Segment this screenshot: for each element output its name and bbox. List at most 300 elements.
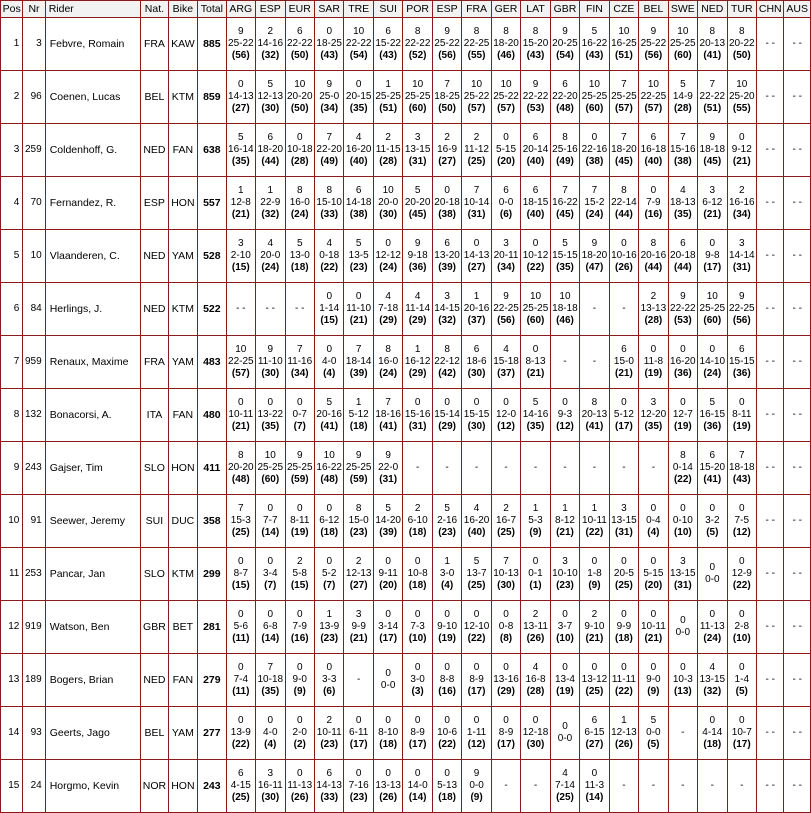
result-line: 0 [503, 397, 509, 408]
column-header[interactable]: BEL [639, 1, 668, 18]
result-line: 5-12 [613, 409, 634, 420]
column-header[interactable]: Rider [45, 1, 141, 18]
cell-nat: SUI [141, 495, 168, 548]
round-points: (17) [732, 739, 751, 750]
result-cell [285, 336, 314, 389]
column-header[interactable]: CHN [757, 1, 784, 18]
result-line: 0 [385, 556, 391, 567]
result-line: 14-9 [672, 91, 693, 102]
result-cell [432, 442, 461, 495]
result-cell [668, 601, 697, 654]
column-header[interactable]: EUR [285, 1, 314, 18]
result-cell [521, 177, 550, 230]
result-line: 22-12 [434, 356, 460, 367]
result-line: 8 [709, 26, 716, 37]
cell-rider[interactable]: Coldenhoff, G. [45, 124, 141, 177]
result-line: 7 [680, 132, 686, 143]
result-cell [727, 548, 756, 601]
round-points: (48) [320, 474, 339, 485]
result-line: 9-10 [584, 621, 605, 632]
result-line: 16-22 [581, 38, 608, 49]
result-line: 13-13 [640, 303, 667, 314]
round-points: (27) [585, 739, 604, 750]
result-line: 0 [267, 556, 274, 567]
column-header[interactable]: SWE [668, 1, 697, 18]
result-line: 2 [355, 556, 362, 567]
result-line: 1-8 [587, 568, 602, 579]
result-cell [521, 18, 550, 71]
cell-bike: FAN [168, 124, 197, 177]
result-cell [698, 495, 727, 548]
cell-total: 638 [198, 124, 226, 177]
result-line: 0 [444, 609, 450, 620]
result-line: 13-12 [581, 674, 608, 685]
result-cell [521, 230, 550, 283]
result-line: 7 [296, 344, 303, 355]
result-line: 25-25 [257, 462, 284, 473]
result-line: 20-15 [345, 91, 372, 102]
result-cell [580, 707, 609, 760]
round-points: (41) [320, 421, 339, 432]
result-line: 7 [238, 503, 244, 514]
result-line: 7 [473, 185, 480, 196]
result-cell [727, 283, 756, 336]
result-line: 25-22 [493, 91, 519, 102]
result-line: 6 [444, 238, 450, 249]
round-points: (18) [379, 739, 398, 750]
result-line: 10 [323, 450, 335, 461]
round-points: (56) [644, 50, 663, 61]
cell-rider[interactable]: Horgmo, Kevin [45, 760, 141, 813]
result-line: 9 [296, 450, 303, 461]
result-line: 0 [739, 132, 745, 143]
column-header[interactable]: ESP [256, 1, 285, 18]
round-points: (35) [526, 421, 545, 432]
column-header[interactable]: Total [198, 1, 226, 18]
table-row [1, 71, 811, 124]
cell-nat: NED [141, 124, 168, 177]
result-cell [403, 601, 432, 654]
round-points: (27) [349, 580, 368, 591]
cell-bike: DUC [168, 495, 197, 548]
round-points: (38) [349, 209, 368, 220]
result-line: 20-11 [493, 250, 519, 261]
result-cell [256, 760, 285, 813]
result-line: 0 [650, 662, 657, 673]
result-line: 16-15 [699, 409, 726, 420]
column-header[interactable]: ARG [226, 1, 255, 18]
cell-nat: FRA [141, 18, 168, 71]
result-cell [668, 707, 697, 760]
result-cell [727, 389, 756, 442]
result-line: 2 [326, 715, 332, 726]
cell-bike: HON [168, 760, 197, 813]
result-line: 8-9 [498, 727, 514, 738]
round-points: (3) [411, 686, 424, 697]
result-line: 12-13 [345, 568, 372, 579]
result-line: 15-16 [404, 409, 431, 420]
result-line: 9 [650, 26, 657, 37]
result-line: 1 [414, 344, 421, 355]
result-line: 10-14 [463, 197, 490, 208]
result-cell [609, 654, 638, 707]
round-points: (41) [379, 421, 398, 432]
result-line: 13-0 [289, 250, 310, 261]
round-points: (14) [261, 633, 280, 644]
result-cell [226, 230, 255, 283]
column-header[interactable]: GER [491, 1, 520, 18]
cell-bike: FAN [168, 389, 197, 442]
result-cell [432, 495, 461, 548]
cell-rider[interactable]: Bogers, Brian [45, 654, 141, 707]
result-line: 2 [503, 503, 509, 514]
result-line: 9 [709, 132, 716, 143]
result-line: 3 [444, 291, 450, 302]
cell-rider[interactable]: Vlaanderen, C. [45, 230, 141, 283]
result-line: 6-12 [319, 515, 340, 526]
column-header[interactable]: NED [698, 1, 727, 18]
result-line: 8-12 [554, 515, 575, 526]
result-cell [609, 760, 638, 813]
round-points: (18) [349, 421, 368, 432]
result-line: 11-16 [287, 356, 313, 367]
result-cell [550, 124, 579, 177]
round-points: (5) [647, 739, 660, 750]
result-line: 12-20 [640, 409, 667, 420]
result-line: - - [792, 197, 802, 208]
result-line: - [357, 674, 361, 685]
result-line: 10 [500, 79, 512, 90]
round-points: (25) [615, 580, 633, 591]
result-line: 18-25 [434, 91, 460, 102]
cell-total: 299 [198, 548, 226, 601]
result-line: 8 [503, 26, 509, 37]
result-line: 8 [238, 450, 244, 461]
result-cell [462, 177, 491, 230]
result-line: 0 [473, 662, 480, 673]
result-line: 16-0 [378, 356, 399, 367]
result-line: 7-18 [378, 303, 399, 314]
result-cell [314, 601, 343, 654]
round-points: (24) [290, 209, 309, 220]
result-line: 16-14 [228, 144, 254, 155]
round-points: (56) [732, 315, 751, 326]
result-cell [314, 707, 343, 760]
round-points: (60) [703, 315, 722, 326]
result-line: 10 [618, 26, 630, 37]
result-cell [639, 442, 668, 495]
result-line: 9 [267, 344, 274, 355]
result-line: - [740, 780, 744, 791]
result-line: 25-22 [463, 91, 490, 102]
result-line: - - [792, 462, 802, 473]
round-points: (8) [499, 633, 513, 644]
column-header[interactable]: AUS [784, 1, 811, 18]
round-points: (41) [585, 421, 604, 432]
result-line: 0-0 [646, 727, 661, 738]
result-line: 3 [680, 556, 686, 567]
round-points: (31) [379, 474, 398, 485]
cell-rider[interactable]: Seewer, Jeremy [45, 495, 141, 548]
result-cell [314, 495, 343, 548]
result-line: 15-15 [552, 250, 578, 261]
cell-rider[interactable]: Coenen, Lucas [45, 71, 141, 124]
result-line: 15-3 [230, 515, 251, 526]
result-line: 18-6 [466, 356, 487, 367]
result-line: 8-9 [469, 674, 484, 685]
result-line: 6 [385, 26, 391, 37]
result-line: 6 [709, 450, 716, 461]
round-points: (19) [732, 421, 751, 432]
result-line: 20-16 [640, 250, 667, 261]
round-points: (28) [526, 686, 545, 697]
cell-nr: 189 [23, 654, 45, 707]
cell-total: 277 [198, 707, 226, 760]
column-header[interactable]: POR [403, 1, 432, 18]
result-line: 13-4 [554, 674, 575, 685]
column-header[interactable]: TUR [727, 1, 756, 18]
round-points: (17) [497, 739, 515, 750]
round-points: (28) [379, 156, 398, 167]
cell-bike: FAN [168, 654, 197, 707]
result-line: 20-0 [378, 197, 399, 208]
result-line: 4-0 [263, 727, 278, 738]
cell-rider[interactable]: Watson, Ben [45, 601, 141, 654]
result-cell [521, 389, 550, 442]
result-line: 4 [385, 291, 391, 302]
result-line: 0 [326, 503, 332, 514]
round-points: (12) [732, 527, 751, 538]
result-line: 5-15 [496, 144, 517, 155]
result-line: 22-22 [345, 38, 372, 49]
result-line: 18-14 [345, 356, 372, 367]
result-line: - [474, 462, 479, 473]
result-cell [462, 336, 491, 389]
round-points: (26) [615, 739, 633, 750]
result-line: 0-14 [672, 462, 693, 473]
result-cell [491, 442, 520, 495]
result-line: 20-22 [728, 38, 755, 49]
result-line: 20-25 [552, 38, 578, 49]
cell-nat: NED [141, 283, 168, 336]
column-header[interactable]: Pos [1, 1, 23, 18]
cell-rider[interactable]: Renaux, Maxime [45, 336, 141, 389]
result-line: - - [765, 568, 775, 579]
round-points: (45) [408, 209, 427, 220]
result-line: 0 [739, 715, 745, 726]
round-points: (9) [588, 580, 601, 591]
result-line: 0 [326, 556, 332, 567]
result-line: 5 [238, 132, 244, 143]
result-cell [403, 389, 432, 442]
cell-rider[interactable]: Herlings, J. [45, 283, 141, 336]
result-line: - - [792, 91, 802, 102]
result-cell [757, 760, 784, 813]
cell-rider[interactable]: Pancar, Jan [45, 548, 141, 601]
result-cell [226, 760, 255, 813]
result-line: 3 [709, 185, 716, 196]
result-line: 20-18 [670, 250, 696, 261]
round-points: (19) [644, 368, 663, 379]
cell-bike: BET [168, 601, 197, 654]
round-points: (53) [673, 315, 692, 326]
table-row [1, 760, 811, 813]
round-points: (20) [379, 580, 398, 591]
round-points: (45) [703, 156, 722, 167]
cell-bike: YAM [168, 336, 197, 389]
result-line: 0 [355, 79, 362, 90]
cell-rider[interactable]: Febvre, Romain [45, 18, 141, 71]
result-line: 16-8 [525, 674, 546, 685]
result-cell [226, 177, 255, 230]
result-line: 0 [680, 344, 686, 355]
round-points: (25) [231, 527, 250, 538]
cell-nr: 70 [23, 177, 45, 230]
result-line: 0 [238, 609, 244, 620]
result-cell [727, 177, 756, 230]
cell-rider[interactable]: Fernandez, R. [45, 177, 141, 230]
round-points: (28) [290, 156, 309, 167]
column-header[interactable]: Nat. [141, 1, 168, 18]
column-header[interactable]: FRA [462, 1, 491, 18]
result-line: 13-11 [523, 621, 548, 632]
result-line: 10-11 [582, 515, 607, 526]
result-cell [784, 442, 811, 495]
cell-rider[interactable]: Geerts, Jago [45, 707, 141, 760]
round-points: (12) [467, 739, 486, 750]
column-header[interactable]: SAR [314, 1, 343, 18]
cell-rider[interactable]: Gajser, Tim [45, 442, 141, 495]
result-cell [462, 71, 491, 124]
result-cell [521, 495, 550, 548]
result-cell [344, 495, 373, 548]
result-line: 8 [650, 238, 657, 249]
result-line: 9-12 [731, 144, 752, 155]
cell-nr: 259 [23, 124, 45, 177]
result-line: 0 [621, 609, 627, 620]
round-points: (2) [293, 739, 306, 750]
result-line: 2 [473, 132, 480, 143]
round-points: (34) [497, 262, 515, 273]
result-cell [609, 230, 638, 283]
cell-bike: HON [168, 177, 197, 230]
round-points: (15) [290, 580, 309, 591]
result-cell [373, 548, 402, 601]
result-line: - [622, 303, 626, 314]
result-cell [784, 548, 811, 601]
result-line: - - [765, 780, 775, 791]
result-cell [727, 760, 756, 813]
result-line: 7 [591, 185, 598, 196]
result-cell [698, 389, 727, 442]
result-line: 0 [650, 185, 657, 196]
round-points: (44) [261, 156, 280, 167]
result-line: - - [792, 780, 802, 791]
result-cell [373, 336, 402, 389]
column-header[interactable]: LAT [521, 1, 550, 18]
result-line: 9 [739, 291, 745, 302]
round-points: (18) [438, 792, 456, 803]
result-line: 22-22 [699, 91, 726, 102]
column-header[interactable]: CZE [609, 1, 638, 18]
result-line: 0 [739, 556, 745, 567]
result-line: - - [765, 409, 775, 420]
result-cell [580, 654, 609, 707]
round-points: (21) [526, 368, 545, 379]
result-line: 10-11 [316, 727, 342, 738]
result-line: - - [765, 144, 775, 155]
result-line: 6 [238, 768, 244, 779]
result-line: 10 [529, 291, 542, 302]
result-line: 3-0 [439, 568, 455, 579]
result-line: 0 [414, 662, 421, 673]
round-points: (30) [467, 421, 486, 432]
round-points: (24) [703, 633, 722, 644]
result-line: 18-15 [522, 197, 549, 208]
result-line: 0 [709, 562, 716, 573]
result-cell [344, 177, 373, 230]
result-line: 0 [709, 503, 716, 514]
round-points: (16) [438, 686, 456, 697]
round-points: (56) [438, 50, 456, 61]
result-line: 0 [385, 715, 391, 726]
result-cell [403, 18, 432, 71]
result-cell [462, 495, 491, 548]
result-line: 5-13 [437, 780, 458, 791]
round-points: (31) [615, 527, 633, 538]
result-line: 4 [532, 662, 539, 673]
round-points: (19) [290, 527, 309, 538]
result-cell [314, 336, 343, 389]
result-line: - - [765, 727, 775, 738]
result-cell [462, 124, 491, 177]
result-cell [698, 71, 727, 124]
cell-nat: ESP [141, 177, 168, 230]
result-line: 12-7 [672, 409, 693, 420]
result-line: - - [765, 356, 775, 367]
result-line: - - [765, 515, 775, 526]
result-cell [784, 18, 811, 71]
result-cell [491, 548, 520, 601]
column-header[interactable]: GBR [550, 1, 579, 18]
result-line: 15-15 [728, 356, 755, 367]
result-line: 1-14 [319, 303, 340, 314]
result-cell [639, 177, 668, 230]
cell-rider[interactable]: Bonacorsi, A. [45, 389, 141, 442]
result-line: 22-25 [228, 356, 254, 367]
result-cell [668, 124, 697, 177]
round-points: (23) [320, 633, 339, 644]
result-cell [521, 283, 550, 336]
result-cell [784, 707, 811, 760]
round-points: (31) [408, 421, 427, 432]
round-points: (51) [379, 103, 398, 114]
result-line: 2 [296, 556, 303, 567]
result-line: 5-2 [321, 568, 337, 579]
column-header[interactable]: FIN [580, 1, 609, 18]
result-cell [256, 495, 285, 548]
column-header[interactable]: TRE [344, 1, 373, 18]
column-header[interactable]: Nr [23, 1, 45, 18]
column-header[interactable]: SUI [373, 1, 402, 18]
column-header[interactable]: Bike [168, 1, 197, 18]
column-header[interactable]: ESP [432, 1, 461, 18]
result-cell [373, 177, 402, 230]
result-line: 12-0 [496, 409, 517, 420]
round-points: (30) [261, 103, 280, 114]
result-line: 0-4 [646, 515, 661, 526]
result-cell [344, 283, 373, 336]
